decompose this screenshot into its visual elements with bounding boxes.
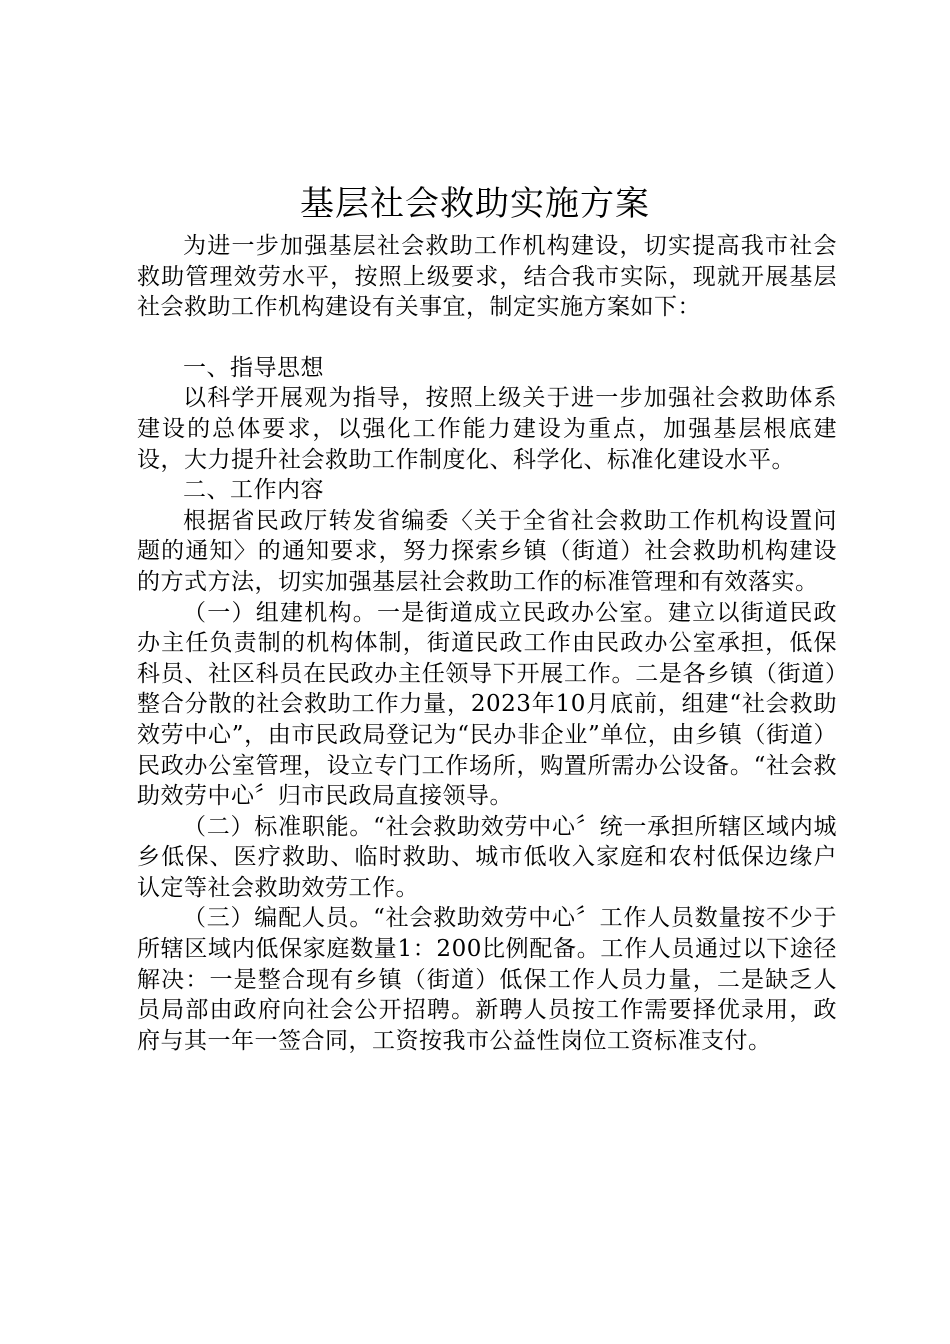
section-paragraph-work-content: 根据省民政厅转发省编委〈关于全省社会救助工作机构设置问题的通知〉的通知要求，努力探索乡镇（街道）社会救助机构建设的方式方法，切实加强基层社会救助工作的标准管理和有效落实。: [137, 507, 837, 595]
document-title: 基层社会救助实施方案: [300, 184, 650, 224]
item-paragraph-functions: （二）标准职能。“社会救助效劳中心〞统一承担所辖区域内城乡低保、医疗救助、临时救助、城市低收入家庭和农村低保边缘户认定等社会救助效劳工作。: [137, 813, 837, 901]
document-body: [137, 231, 837, 1056]
intro-paragraph: 为进一步加强基层社会救助工作机构建设，切实提高我市社会救助管理效劳水平，按照上级要求，结合我市实际，现就开展基层社会救助工作机构建设有关事宜，制定实施方案如下：: [137, 233, 837, 321]
section-heading-guiding-thought: 一、指导思想: [183, 354, 324, 381]
section-paragraph-guiding-thought: 以科学开展观为指导，按照上级关于进一步加强社会救助体系建设的总体要求，以强化工作能力建设为重点，加强基层根底建设，大力提升社会救助工作制度化、科学化、标准化建设水平。: [137, 385, 837, 473]
item-paragraph-organization: （一）组建机构。一是街道成立民政办公室。建立以街道民政办主任负责制的机构体制，街道民政工作由民政办公室承担，低保科员、社区科员在民政办主任领导下开展工作。二是各乡镇（街道）整合分散的社会救助工作力量，2023年10月底前，组建“社会救助效劳中心”，由市民政局登记为“民办非企业”单位，由乡镇（街道）民政办公室管理，设立专门工作场所，购置所需办公设备。“社会救助效劳中心〞归市民政局直接领导。: [137, 599, 837, 810]
item-paragraph-staffing: （三）编配人员。“社会救助效劳中心〞工作人员数量按不少于所辖区域内低保家庭数量1：200比例配备。工作人员通过以下途径解决：一是整合现有乡镇（街道）低保工作人员力量，二是缺乏人员局部由政府向社会公开招聘。新聘人员按工作需要择优录用，政府与其一年一签合同，工资按我市公益性岗位工资标准支付。: [137, 905, 837, 1054]
section-heading-work-content: 二、工作内容: [183, 477, 324, 504]
